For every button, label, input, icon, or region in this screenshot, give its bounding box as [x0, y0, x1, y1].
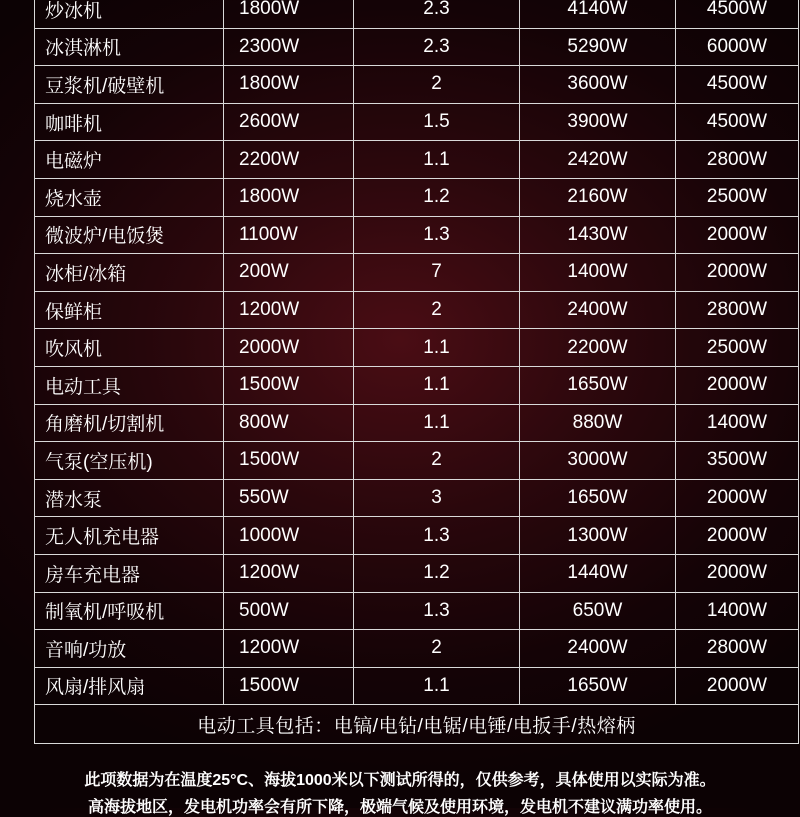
appliance-name-cell: 电动工具 [35, 366, 224, 404]
disclaimer-line-2: 高海拔地区，发电机功率会有所下降，极端气候及使用环境，发电机不建议满功率使用。 [87, 799, 712, 816]
table-row [35, 404, 799, 442]
disclaimer-line-1: 此项数据为在温度25°C、海拔1000米以下测试所得的，仅供参考，具体使用以实际为准。 [84, 772, 716, 789]
rated-power-cell: 1100W [224, 216, 354, 254]
rated-power-cell: 2600W [224, 103, 354, 141]
appliance-name-cell: 无人机充电器 [35, 517, 224, 555]
appliance-name-cell: 冰柜/冰箱 [35, 254, 224, 292]
start-power-cell: 2400W [520, 630, 676, 668]
appliance-name-cell: 咖啡机 [35, 103, 224, 141]
recommended-power-cell: 6000W [676, 28, 799, 66]
start-factor-cell: 1.3 [354, 592, 520, 630]
appliance-name-cell: 音响/功放 [35, 630, 224, 668]
recommended-power-cell: 2000W [676, 517, 799, 555]
start-factor-cell: 2 [354, 291, 520, 329]
power-tools-note: 电动工具包括：电镐/电钻/电锯/电锤/电扳手/热熔柄 [35, 705, 799, 744]
appliance-name-cell: 烧水壶 [35, 178, 224, 216]
appliance-name-cell: 吹风机 [35, 329, 224, 367]
appliance-name-cell: 豆浆机/破壁机 [35, 66, 224, 104]
rated-power-cell: 1500W [224, 667, 354, 705]
appliance-name-cell: 风扇/排风扇 [35, 667, 224, 705]
start-power-cell: 1400W [520, 254, 676, 292]
rated-power-cell: 1200W [224, 554, 354, 592]
recommended-power-cell: 2000W [676, 667, 799, 705]
table-row [35, 141, 799, 179]
table-body [35, 0, 799, 705]
rated-power-cell: 2300W [224, 28, 354, 66]
table-row [35, 442, 799, 480]
start-factor-cell: 1.2 [354, 178, 520, 216]
appliance-power-table-container [34, 0, 768, 744]
table-row [35, 178, 799, 216]
start-power-cell: 2400W [520, 291, 676, 329]
rated-power-cell: 1800W [224, 178, 354, 216]
table-row [35, 592, 799, 630]
start-factor-cell: 1.1 [354, 667, 520, 705]
recommended-power-cell: 4500W [676, 0, 799, 28]
appliance-name-cell: 冰淇淋机 [35, 28, 224, 66]
table-row [35, 554, 799, 592]
start-power-cell: 1650W [520, 667, 676, 705]
start-factor-cell: 7 [354, 254, 520, 292]
appliance-name-cell: 炒冰机 [35, 0, 224, 28]
recommended-power-cell: 2000W [676, 366, 799, 404]
table-row [35, 366, 799, 404]
start-factor-cell: 1.1 [354, 404, 520, 442]
rated-power-cell: 500W [224, 592, 354, 630]
appliance-name-cell: 保鲜柜 [35, 291, 224, 329]
appliance-name-cell: 房车充电器 [35, 554, 224, 592]
table-row [35, 517, 799, 555]
start-factor-cell: 1.1 [354, 141, 520, 179]
table-row [35, 216, 799, 254]
appliance-name-cell: 微波炉/电饭煲 [35, 216, 224, 254]
start-factor-cell: 2 [354, 630, 520, 668]
table-row [35, 0, 799, 28]
rated-power-cell: 2200W [224, 141, 354, 179]
start-power-cell: 2160W [520, 178, 676, 216]
start-power-cell: 1440W [520, 554, 676, 592]
appliance-name-cell: 潜水泵 [35, 479, 224, 517]
start-factor-cell: 1.1 [354, 329, 520, 367]
table-row [35, 667, 799, 705]
table-row [35, 329, 799, 367]
start-power-cell: 5290W [520, 28, 676, 66]
start-factor-cell: 2 [354, 66, 520, 104]
recommended-power-cell: 4500W [676, 103, 799, 141]
recommended-power-cell: 2800W [676, 141, 799, 179]
appliance-power-table [34, 0, 799, 744]
recommended-power-cell: 2000W [676, 254, 799, 292]
start-factor-cell: 2 [354, 442, 520, 480]
start-power-cell: 1650W [520, 479, 676, 517]
start-factor-cell: 1.2 [354, 554, 520, 592]
table-row [35, 479, 799, 517]
recommended-power-cell: 2800W [676, 630, 799, 668]
recommended-power-cell: 1400W [676, 404, 799, 442]
rated-power-cell: 1500W [224, 366, 354, 404]
start-power-cell: 1300W [520, 517, 676, 555]
start-power-cell: 880W [520, 404, 676, 442]
recommended-power-cell: 2000W [676, 216, 799, 254]
start-power-cell: 1430W [520, 216, 676, 254]
table-row [35, 66, 799, 104]
rated-power-cell: 1500W [224, 442, 354, 480]
rated-power-cell: 1800W [224, 0, 354, 28]
recommended-power-cell: 2000W [676, 554, 799, 592]
start-power-cell: 3000W [520, 442, 676, 480]
recommended-power-cell: 2500W [676, 178, 799, 216]
recommended-power-cell: 2800W [676, 291, 799, 329]
start-factor-cell: 2.3 [354, 0, 520, 28]
table-row [35, 28, 799, 66]
appliance-name-cell: 制氧机/呼吸机 [35, 592, 224, 630]
start-factor-cell: 1.1 [354, 366, 520, 404]
start-power-cell: 650W [520, 592, 676, 630]
start-factor-cell: 1.3 [354, 517, 520, 555]
rated-power-cell: 800W [224, 404, 354, 442]
recommended-power-cell: 3500W [676, 442, 799, 480]
rated-power-cell: 1200W [224, 630, 354, 668]
start-power-cell: 4140W [520, 0, 676, 28]
table-row [35, 254, 799, 292]
recommended-power-cell: 2500W [676, 329, 799, 367]
appliance-name-cell: 电磁炉 [35, 141, 224, 179]
table-row [35, 103, 799, 141]
start-power-cell: 3900W [520, 103, 676, 141]
start-factor-cell: 2.3 [354, 28, 520, 66]
rated-power-cell: 1000W [224, 517, 354, 555]
start-power-cell: 1650W [520, 366, 676, 404]
rated-power-cell: 1200W [224, 291, 354, 329]
start-power-cell: 2420W [520, 141, 676, 179]
recommended-power-cell: 2000W [676, 479, 799, 517]
table-note-row [35, 705, 799, 744]
appliance-name-cell: 气泵(空压机) [35, 442, 224, 480]
table-row [35, 291, 799, 329]
table-row [35, 630, 799, 668]
start-power-cell: 3600W [520, 66, 676, 104]
rated-power-cell: 2000W [224, 329, 354, 367]
recommended-power-cell: 1400W [676, 592, 799, 630]
rated-power-cell: 200W [224, 254, 354, 292]
start-factor-cell: 1.3 [354, 216, 520, 254]
start-power-cell: 2200W [520, 329, 676, 367]
rated-power-cell: 550W [224, 479, 354, 517]
appliance-name-cell: 角磨机/切割机 [35, 404, 224, 442]
recommended-power-cell: 4500W [676, 66, 799, 104]
rated-power-cell: 1800W [224, 66, 354, 104]
start-factor-cell: 3 [354, 479, 520, 517]
start-factor-cell: 1.5 [354, 103, 520, 141]
